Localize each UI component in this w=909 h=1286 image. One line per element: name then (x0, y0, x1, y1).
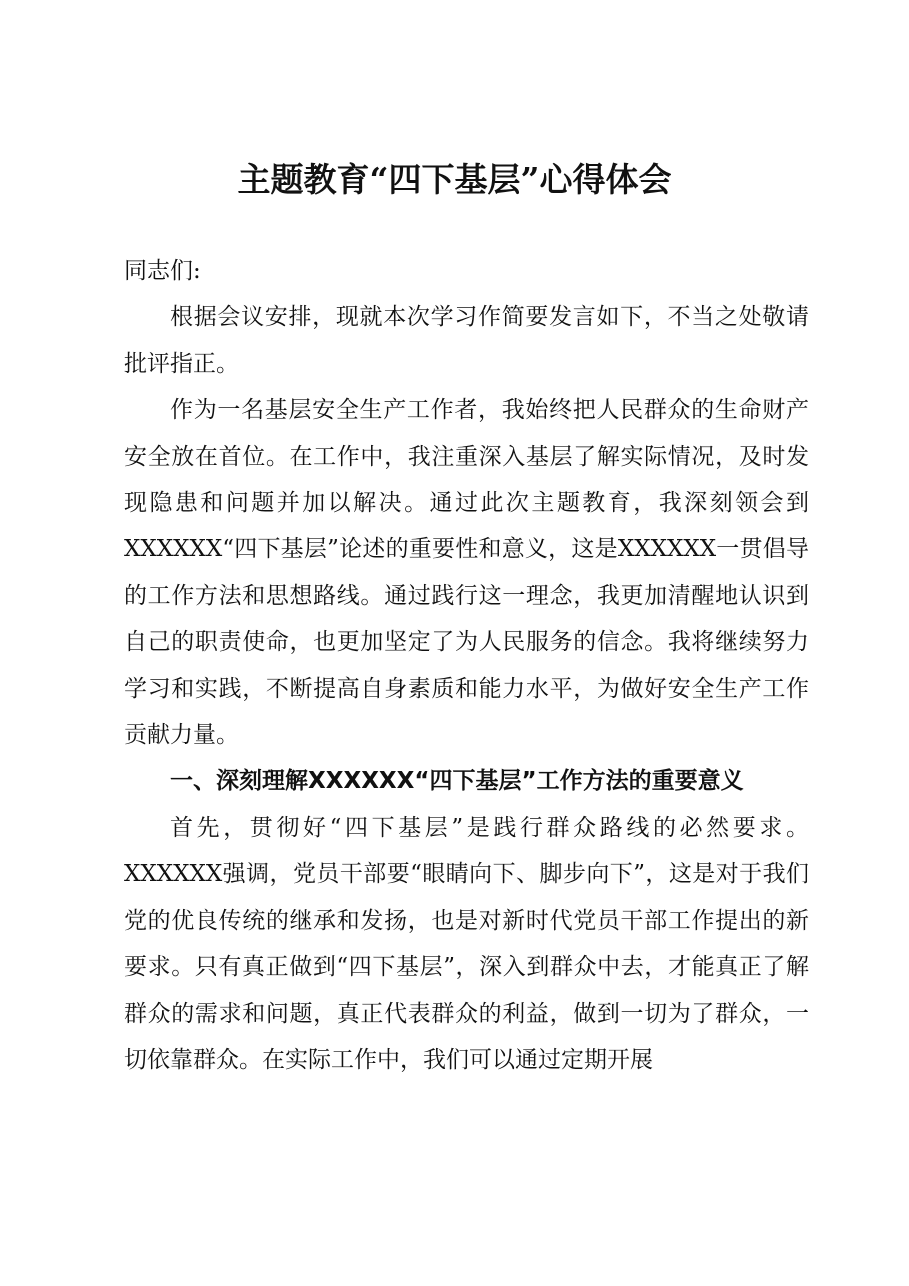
section-paragraph: 首先，贯彻好“四下基层”是践行群众路线的必然要求。XXXXXX强调，党员干部要“眼睛向下、脚步向下”，这是对于我们党的优良传统的继承和发扬，也是对新时代党员干部工作提出的新要求。只有真正做到“四下基层”，深入到群众中去，才能真正了解群众的需求和问题，真正代表群众的利益，做到一切为了群众，一切依靠群众。在实际工作中，我们可以通过定期开展 (124, 814, 809, 1073)
paragraph-main: 作为一名基层安全生产工作者，我始终把人民群众的生命财产安全放在首位。在工作中，我注重深入基层了解实际情况，及时发现隐患和问题并加以解决。通过此次主题教育，我深刻领会到XXXXXX“四下基层”论述的重要性和意义，这是XXXXXX一贯倡导的工作方法和思想路线。通过践行这一理念，我更加清醒地认识到自己的职责使命，也更加坚定了为人民服务的信念。我将继续努力学习和实践，不断提高自身素质和能力水平，为做好安全生产工作贡献力量。 (124, 397, 809, 749)
document-title: 主题教育“四下基层”心得体会 (237, 160, 672, 199)
paragraph-intro: 根据会议安排，现就本次学习作简要发言如下，不当之处敬请批评指正。 (124, 304, 809, 377)
salutation: 同志们: (124, 258, 201, 284)
document-body (124, 248, 809, 1083)
section-heading: 一、深刻理解XXXXXX“四下基层”工作方法的重要意义 (170, 768, 744, 795)
